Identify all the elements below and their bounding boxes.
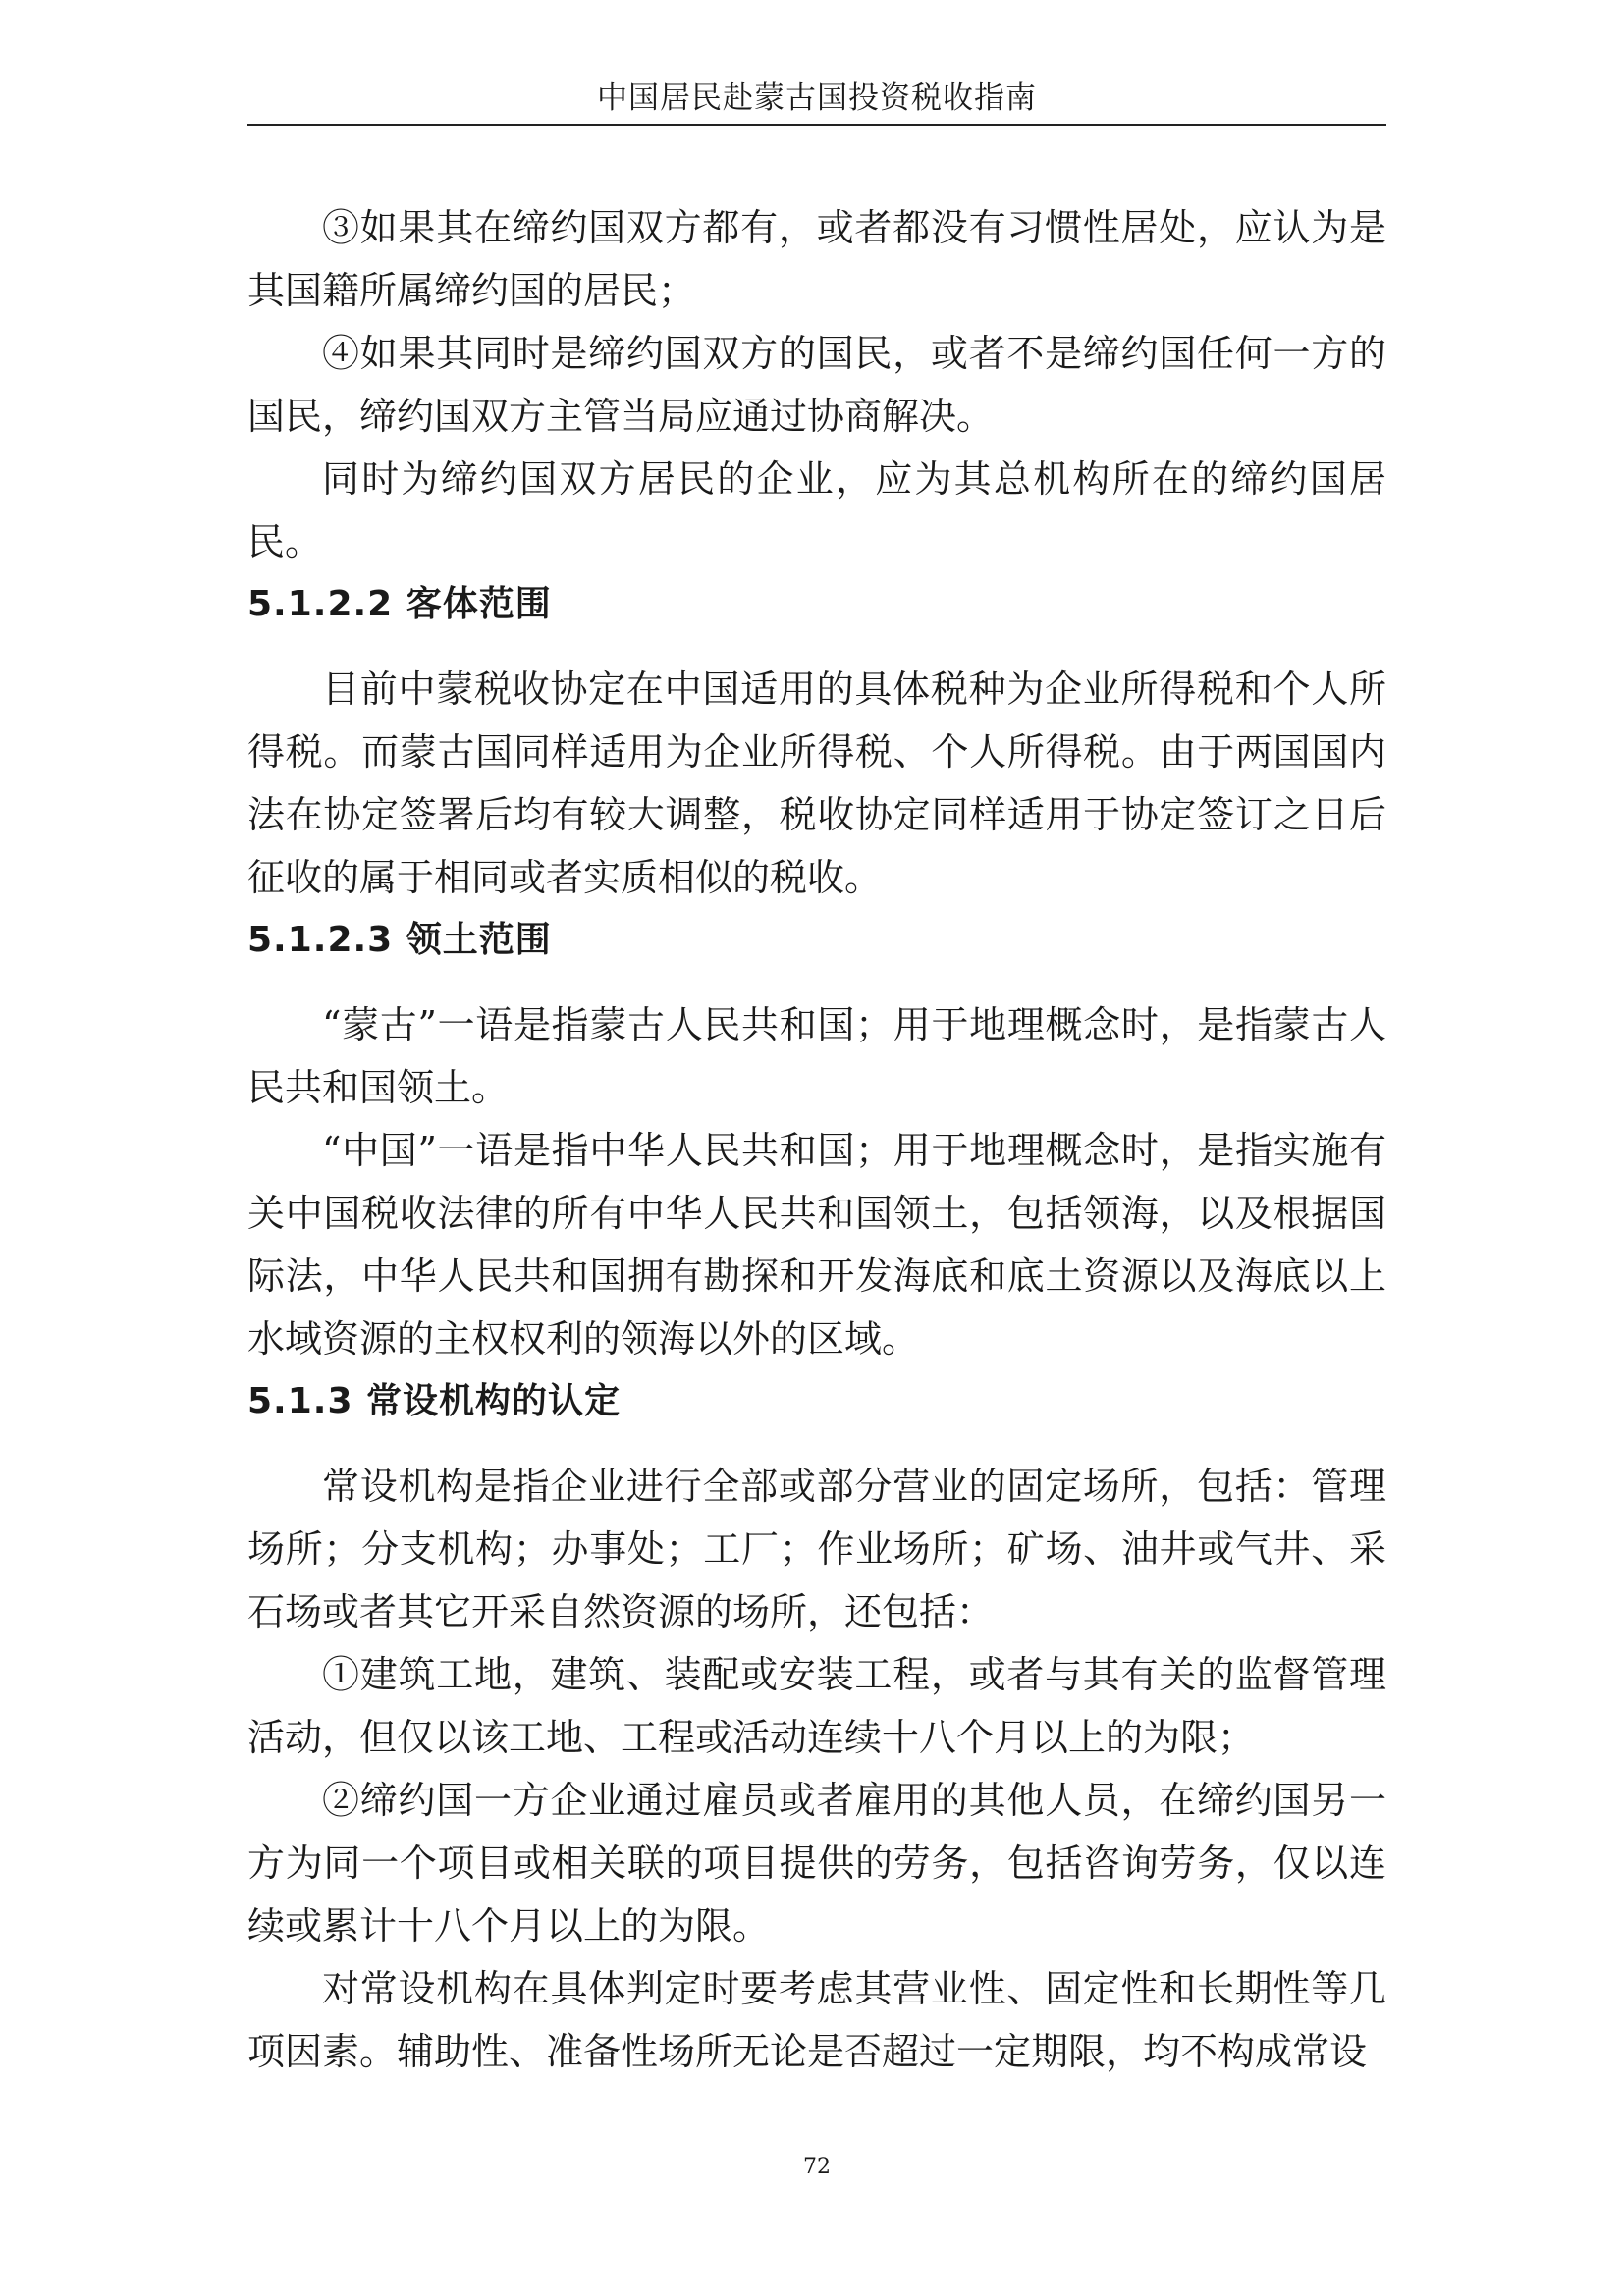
body-paragraph: ①建筑工地，建筑、装配或安装工程，或者与其有关的监督管理活动，但仅以该工地、工程或活动连续十八个月以上的为限； — [247, 1653, 1386, 1759]
section-heading: 5.1.2.2 客体范围 — [247, 584, 552, 624]
body-paragraph: 常设机构是指企业进行全部或部分营业的固定场所，包括：管理场所；分支机构；办事处；工厂；作业场所；矿场、油井或气井、采石场或者其它开采自然资源的场所，还包括： — [247, 1465, 1386, 1633]
body-paragraph: ③如果其在缔约国双方都有，或者都没有习惯性居处，应认为是其国籍所属缔约国的居民； — [247, 206, 1386, 312]
body-paragraph: “蒙古”一语是指蒙古人民共和国；用于地理概念时，是指蒙古人民共和国领土。 — [247, 1003, 1386, 1109]
section-heading: 5.1.2.3 领土范围 — [247, 920, 552, 960]
section-heading: 5.1.3 常设机构的认定 — [247, 1381, 622, 1421]
body-paragraph: “中国”一语是指中华人民共和国；用于地理概念时，是指实施有关中国税收法律的所有中华人民共和国领土，包括领海，以及根据国际法，中华人民共和国拥有勘探和开发海底和底土资源以及海底以上水域资源的主权权利的领海以外的区域。 — [247, 1129, 1386, 1361]
body-paragraph: 目前中蒙税收协定在中国适用的具体税种为企业所得税和个人所得税。而蒙古国同样适用为企业所得税、个人所得税。由于两国国内法在协定签署后均有较大调整，税收协定同样适用于协定签订之日后征收的属于相同或者实质相似的税收。 — [247, 667, 1386, 899]
running-header-title: 中国居民赴蒙古国投资税收指南 — [597, 80, 1037, 116]
header-rule — [247, 124, 1386, 126]
body-paragraph: 对常设机构在具体判定时要考虑其营业性、固定性和长期性等几项因素。辅助性、准备性场所无论是否超过一定期限，均不构成常设 — [247, 1967, 1386, 2073]
document-body — [247, 196, 1386, 2083]
body-paragraph: ②缔约国一方企业通过雇员或者雇用的其他人员，在缔约国另一方为同一个项目或相关联的项目提供的劳务，包括咨询劳务，仅以连续或累计十八个月以上的为限。 — [247, 1779, 1386, 1948]
body-paragraph: 同时为缔约国双方居民的企业，应为其总机构所在的缔约国居民。 — [247, 457, 1386, 563]
body-paragraph: ④如果其同时是缔约国双方的国民，或者不是缔约国任何一方的国民，缔约国双方主管当局应通过协商解决。 — [247, 332, 1386, 438]
page-number: 72 — [803, 2155, 831, 2179]
